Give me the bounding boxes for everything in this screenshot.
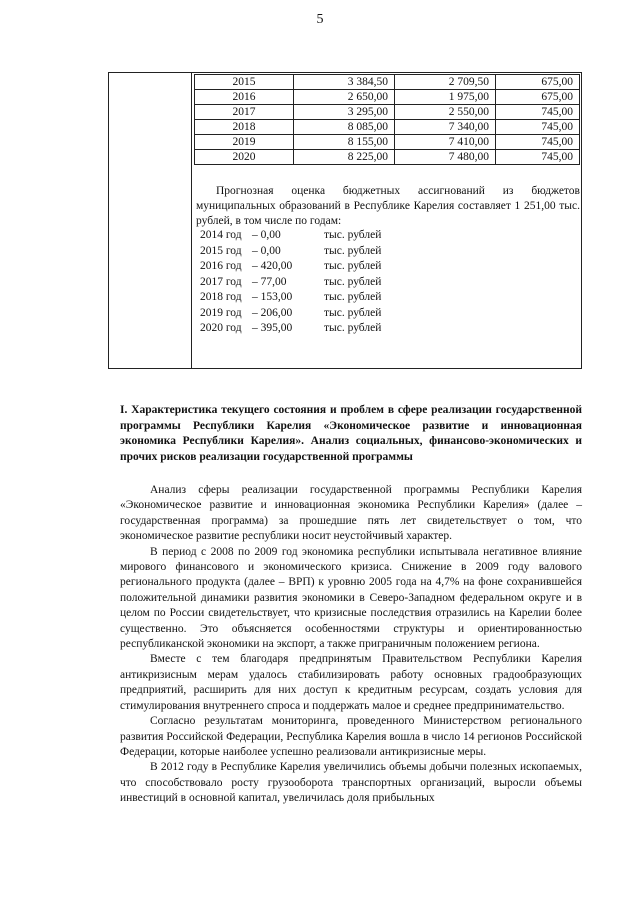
forecast-value: – 420,00 xyxy=(252,260,293,272)
forecast-year: 2014 год xyxy=(200,229,242,241)
table-cell-value: 2 650,00 xyxy=(294,90,395,105)
table-cell-value: 8 085,00 xyxy=(294,120,395,135)
table-row xyxy=(195,90,580,105)
forecast-value: – 0,00 xyxy=(252,244,281,257)
forecast-item xyxy=(200,321,381,337)
table-row xyxy=(195,75,580,90)
forecast-item xyxy=(200,244,381,260)
table-cell-year: 2017 xyxy=(195,105,294,120)
forecast-unit: тыс. рублей xyxy=(324,322,382,334)
table-cell-value: 2 550,00 xyxy=(394,105,495,120)
paragraph: Анализ сферы реализации государственной программы Республики Карелия «Экономическое развитие и инновационная экономика Республики Карелия» (далее – государственная программа) за прошедшие пять лет свидетельствует о том, что экономическое развитие республики носит неустойчивый характер. xyxy=(120,484,582,543)
forecast-year: 2018 год xyxy=(200,291,242,303)
body-text xyxy=(120,483,582,807)
page-number: 5 xyxy=(316,12,324,27)
forecast-value: – 77,00 xyxy=(252,275,287,288)
table-row xyxy=(195,120,580,135)
forecast-year: 2016 год xyxy=(200,260,242,272)
forecast-unit: тыс. рублей xyxy=(324,291,382,303)
table-cell-value: 745,00 xyxy=(495,150,579,165)
table-cell-value: 745,00 xyxy=(495,135,579,150)
forecast-year: 2015 год xyxy=(200,244,242,257)
table-cell-year: 2018 xyxy=(195,120,294,135)
table-cell-year: 2019 xyxy=(195,135,294,150)
table-cell-value: 8 225,00 xyxy=(294,150,395,165)
forecast-value: – 206,00 xyxy=(252,306,293,319)
forecast-unit: тыс. рублей xyxy=(324,306,382,319)
forecast-year: 2020 год xyxy=(200,322,242,334)
budget-table xyxy=(194,74,580,165)
forecast-year: 2017 год xyxy=(200,275,242,288)
forecast-item xyxy=(200,228,381,244)
table-cell-value: 745,00 xyxy=(495,120,579,135)
paragraph: Вместе с тем благодаря предпринятым Правительством Республики Карелия антикризисным мерам удалось стабилизировать работу основных градообразующих предприятий, расширить для них доступ к кредитным ресурсам, создать условия для стимулирования внутреннего спроса и поддержать малое и среднее предпринимательство. xyxy=(120,653,582,712)
forecast-item xyxy=(200,275,381,291)
table-cell-year: 2020 xyxy=(195,150,294,165)
table-frame-divider xyxy=(191,73,192,368)
forecast-item xyxy=(200,306,381,322)
forecast-item xyxy=(200,259,381,275)
table-cell-value: 7 480,00 xyxy=(394,150,495,165)
forecast-unit: тыс. рублей xyxy=(324,244,382,257)
table-cell-value: 8 155,00 xyxy=(294,135,395,150)
table-cell-value: 745,00 xyxy=(495,105,579,120)
forecast-item xyxy=(200,290,381,306)
table-cell-value: 3 295,00 xyxy=(294,105,395,120)
table-cell-year: 2016 xyxy=(195,90,294,105)
forecast-unit: тыс. рублей xyxy=(324,260,382,272)
forecast-value: – 395,00 xyxy=(252,322,293,334)
forecast-list xyxy=(200,228,381,337)
table-cell-value: 7 410,00 xyxy=(394,135,495,150)
forecast-value: – 0,00 xyxy=(252,229,281,241)
table-cell-value: 2 709,50 xyxy=(394,75,495,90)
paragraph: В период с 2008 по 2009 год экономика республики испытывала негативное влияние мирового финансового и экономического кризиса. Снижение в 2009 году валового регионального продукта (далее – ВРП) к уровню 2005 года на 4,7% на фоне сохранившейся положительной динамики развития экономики в Северо-Западном федеральном округе и в целом по России свидетельствует, что кризисные последствия отразились на Карелии более существенно. Это объясняется особенностями структуры и ориентированностью республиканской экономики на экспорт, а также приграничным положением региона. xyxy=(120,545,582,651)
table-cell-value: 1 975,00 xyxy=(394,90,495,105)
paragraph: Согласно результатам мониторинга, проведенного Министерством регионального развития Российской Федерации, Республика Карелия вошла в число 14 регионов Российской Федерации, которые наиболее успешно реализовали антикризисные меры. xyxy=(120,715,582,758)
paragraph: В 2012 году в Республике Карелия увеличились объемы добычи полезных ископаемых, что способствовало росту грузооборота транспортных организаций, выросли объемы инвестиций в основной капитал, увеличилась доля прибыльных xyxy=(120,761,582,805)
forecast-unit: тыс. рублей xyxy=(324,229,382,241)
table-row xyxy=(195,135,580,150)
table-cell-value: 675,00 xyxy=(495,75,579,90)
table-cell-value: 3 384,50 xyxy=(294,75,395,90)
table-row xyxy=(195,105,580,120)
section-heading: I. Характеристика текущего состояния и проблем в сфере реализации государственной программы Республики Карелия «Экономическое развитие и инновационная экономика Республики Карелия». Анализ социальных, финансово-экономических и прочих рисков реализации государственной программы xyxy=(120,404,582,463)
forecast-value: – 153,00 xyxy=(252,291,293,303)
table-cell-value: 7 340,00 xyxy=(394,120,495,135)
forecast-year: 2019 год xyxy=(200,306,242,319)
forecast-intro: Прогнозная оценка бюджетных ассигнований из бюджетов муниципальных образований в Республике Карелия составляет 1 251,00 тыс. рублей, в том числе по годам: xyxy=(196,185,580,227)
forecast-unit: тыс. рублей xyxy=(324,275,382,288)
table-cell-year: 2015 xyxy=(195,75,294,90)
table-cell-value: 675,00 xyxy=(495,90,579,105)
table-row xyxy=(195,150,580,165)
